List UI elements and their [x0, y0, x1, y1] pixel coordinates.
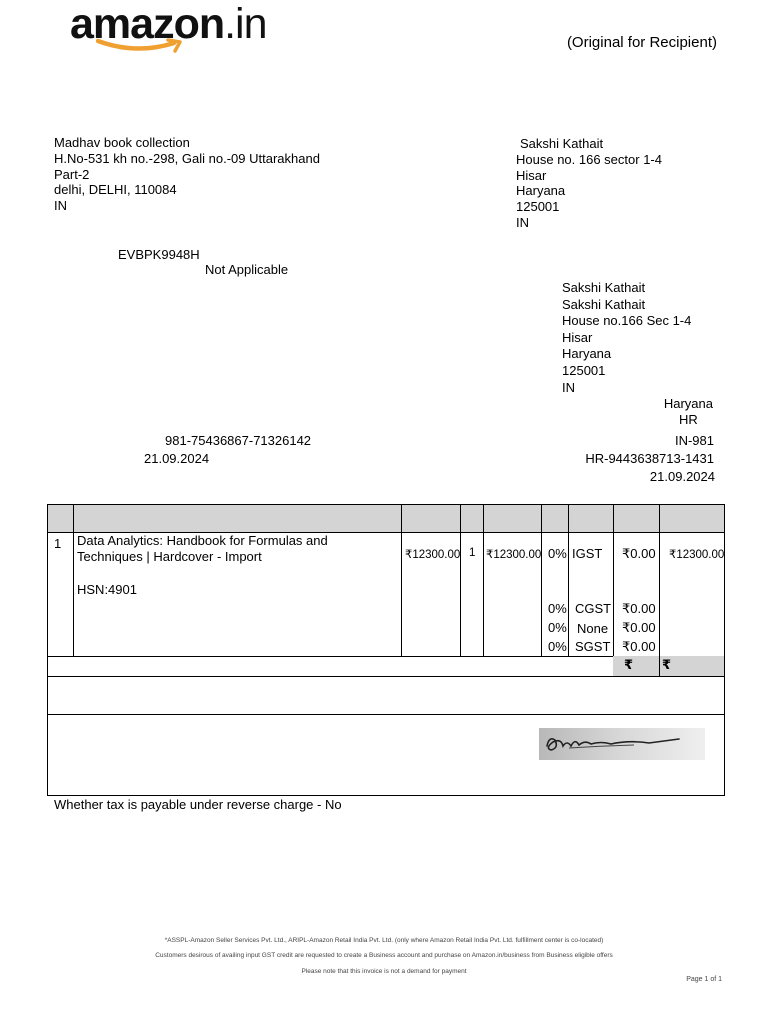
footer-line-1: *ASSPL-Amazon Seller Services Pvt. Ltd., ARIPL-Amazon Retail India Pvt. Ltd. (only where Amazon Retail India Pvt. Ltd. fulfillment center is co-located) — [164, 937, 604, 944]
shipping-city: Hisar — [562, 329, 593, 345]
invoice-details: HR-9443638713-1431 — [585, 451, 714, 466]
item-sl: 1 — [54, 536, 62, 551]
shipping-state: Haryana — [562, 346, 612, 362]
pan-number: EVBPK9948H — [118, 247, 200, 262]
tax-amount-1: ₹0.00 — [622, 546, 656, 561]
tax-rate-4: 0% — [548, 639, 567, 654]
billing-name: Sakshi Kathait — [520, 136, 604, 151]
billing-address — [516, 136, 662, 231]
table-header-row — [48, 505, 724, 533]
total-amount-symbol: ₹ — [662, 657, 672, 672]
seller-address — [54, 135, 320, 214]
billing-country: IN — [516, 214, 529, 230]
shipping-name-2: Sakshi Kathait — [562, 296, 646, 312]
billing-state: Haryana — [516, 183, 566, 199]
tax-amount-4: ₹0.00 — [622, 639, 656, 654]
item-hsn: HSN:4901 — [77, 582, 137, 597]
shipping-address — [562, 280, 691, 396]
invoice-number: IN-981 — [674, 433, 714, 448]
items-table — [47, 504, 725, 796]
total-tax-symbol: ₹ — [624, 657, 634, 672]
billing-city: Hisar — [516, 167, 547, 183]
tax-rate-3: 0% — [548, 620, 567, 635]
seller-country: IN — [54, 198, 67, 214]
footer-line-2: Customers desirous of availing input GST credit are requested to create a Business account and purchase on Amazon.in/business from Business eligible offers — [155, 952, 613, 959]
tax-type-4: SGST — [575, 639, 611, 654]
shipping-address-line1: House no.166 Sec 1-4 — [562, 313, 692, 329]
signature-image — [539, 728, 705, 760]
tax-type-2: CGST — [575, 601, 612, 616]
seller-name: Madhav book collection — [54, 135, 190, 150]
gst-number: Not Applicable — [205, 262, 289, 277]
page-number: Page 1 of 1 — [686, 976, 722, 983]
order-number: 981-75436867-71326142 — [165, 433, 312, 448]
footer-line-3: Please note that this invoice is not a demand for payment — [301, 968, 467, 975]
invoice-date: 21.09.2024 — [649, 469, 715, 484]
shipping-country: IN — [562, 379, 575, 395]
reverse-charge-note: Whether tax is payable under reverse charge - No — [54, 797, 342, 812]
logo-tld: .in — [224, 0, 267, 48]
item-unit-price: ₹12300.00 — [405, 549, 461, 561]
seller-address-line1: H.No-531 kh no.-298, Gali no.-09 Uttarakhand — [54, 150, 320, 166]
item-desc-line1: Data Analytics: Handbook for Formulas and — [77, 533, 328, 548]
item-net-amount: ₹12300.00 — [486, 549, 542, 561]
seller-city-line: delhi, DELHI, 110084 — [54, 182, 177, 198]
item-desc-line2: Techniques | Hardcover - Import — [77, 548, 262, 564]
order-date: 21.09.2024 — [144, 451, 210, 466]
tax-type-3: None — [577, 621, 609, 636]
place-of-supply — [664, 396, 713, 428]
tax-amount-3: ₹0.00 — [622, 620, 656, 635]
supply-state: Haryana — [663, 396, 713, 411]
item-description — [77, 533, 328, 564]
amazon-smile-icon — [96, 38, 186, 54]
billing-address-line1: House no. 166 sector 1-4 — [516, 151, 662, 167]
item-qty: 1 — [469, 547, 476, 559]
seller-address-line2: Part-2 — [54, 166, 90, 182]
item-total-amount: ₹12300.00 — [669, 549, 725, 561]
shipping-name: Sakshi Kathait — [562, 280, 646, 295]
tax-rate-1: 0% — [548, 546, 567, 561]
copy-label: (Original for Recipient) — [566, 34, 717, 51]
tax-rate-2: 0% — [548, 601, 567, 616]
tax-amount-2: ₹0.00 — [622, 601, 656, 616]
tax-type-1: IGST — [572, 546, 603, 561]
shipping-pin: 125001 — [562, 362, 606, 378]
logo-text: amazon — [70, 0, 225, 48]
supply-state-code: HR — [679, 412, 698, 427]
billing-pin: 125001 — [516, 199, 560, 215]
